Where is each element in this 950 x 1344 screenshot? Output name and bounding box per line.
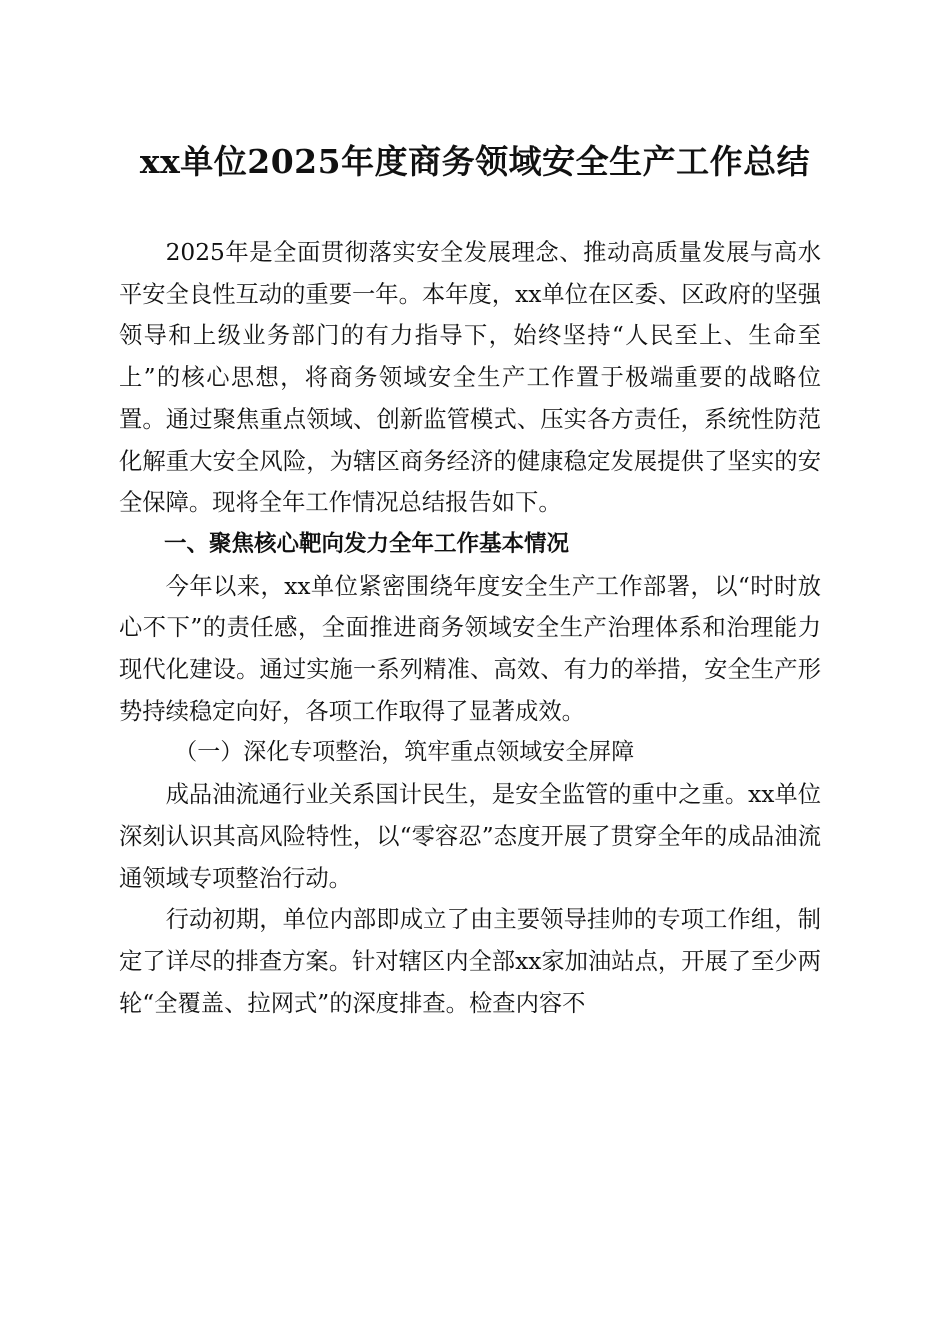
document-body [119,232,821,1024]
subsection-1-paragraph-2: 行动初期，单位内部即成立了由主要领导挂帅的专项工作组，制定了详尽的排查方案。针对辖区内全部xx家加油站点，开展了至少两轮“全覆盖、拉网式”的深度排查。检查内容不 [119,906,821,1017]
subsection-heading-1: （一）深化专项整治，筑牢重点领域安全屏障 [174,739,635,766]
section-1-paragraph: 今年以来，xx单位紧密围绕年度安全生产工作部署，以“时时放心不下”的责任感，全面推进商务领域安全生产治理体系和治理能力现代化建设。通过实施一系列精准、高效、有力的举措，安全生产形势持续稳定向好，各项工作取得了显著成效。 [119,572,821,725]
section-heading-1: 一、聚焦核心靶向发力全年工作基本情况 [164,530,570,557]
subsection-1-paragraph-1: 成品油流通行业关系国计民生，是安全监管的重中之重。xx单位深刻认识其高风险特性，以“零容忍”态度开展了贯穿全年的成品油流通领域专项整治行动。 [119,781,821,892]
intro-paragraph: 2025年是全面贯彻落实安全发展理念、推动高质量发展与高水平安全良性互动的重要一年。本年度，xx单位在区委、区政府的坚强领导和上级业务部门的有力指导下，始终坚持“人民至上、生命至上”的核心思想，将商务领域安全生产工作置于极端重要的战略位置。通过聚焦重点领域、创新监管模式、压实各方责任，系统性防范化解重大安全风险，为辖区商务经济的健康稳定发展提供了坚实的安全保障。现将全年工作情况总结报告如下。 [119,239,821,517]
document-title: xx单位2025年度商务领域安全生产工作总结 [139,142,811,181]
